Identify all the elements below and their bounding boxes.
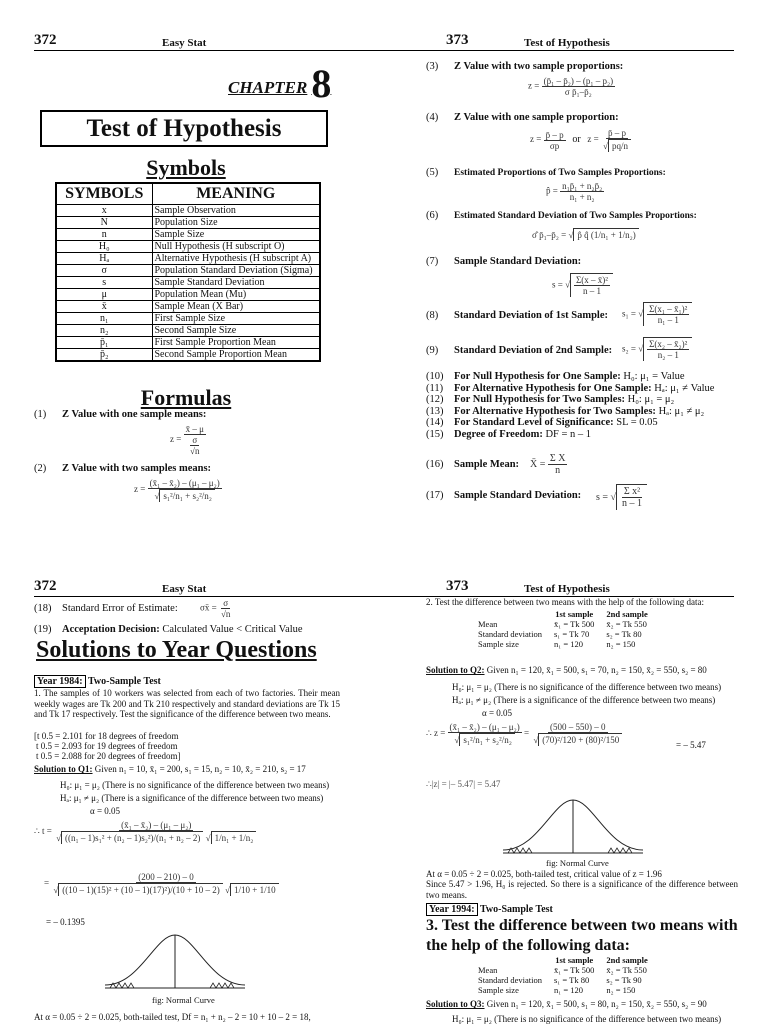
q3-question: 3. Test the difference between two means with the help of the following data:	[426, 917, 738, 954]
meaning-cell: First Sample Proportion Mean	[152, 337, 320, 349]
running-header-2	[34, 579, 734, 597]
meaning-cell: Sample Size	[152, 229, 320, 241]
data-cell: Sample size	[478, 985, 519, 995]
rule-item: (14) For Standard Level of Significance: SL = 0.05	[426, 417, 658, 428]
chapter-word: CHAPTER	[228, 78, 308, 97]
formula-4-expression: z = $\frac{p̄ - p}{\sigma p}$ or z = $\frac{p̄ - p}{√ pq/n}$	[530, 128, 633, 152]
meaning-cell: Second Sample Proportion Mean	[152, 349, 320, 362]
chapter-label	[228, 60, 331, 107]
data-row	[472, 639, 654, 649]
data-cell: Mean	[478, 619, 498, 629]
q3-null-hypothesis: H₀: μ₁ = μ₂ (There is no significance of the difference between two means)	[452, 1014, 722, 1024]
formula-17-expression: s = √ $\frac{\text{Σ x²}}{n - 1}$	[596, 484, 647, 510]
symbol-row	[56, 349, 320, 362]
symbol-cell: p̄₂	[56, 349, 152, 362]
symbol-cell: n₁	[56, 313, 152, 325]
symbols-table	[55, 182, 321, 362]
formula-7-expression: s = √ $\frac{\text{Σ(x – x̄)²}}{n - 1}$	[552, 273, 613, 297]
symbol-row	[56, 277, 320, 289]
rule-item: (13) For Alternative Hypothesis for Two Samples: Hₐ: μ₁ ≠ μ₂	[426, 405, 705, 417]
q1-t-formula: ∴ t = $\frac{\text{(x̄₁ – x̄₂) – (μ₁ – μ₂)}}{\text{√ ((n₁ – 1)s₁² + (n₂ – 1)s₂²)/(n₁ + n₂ – 2) √ 1/n₁ + 1/n₂}}$	[34, 820, 258, 844]
data-cell: x̄₁ = Tk 500	[553, 619, 595, 629]
rule-item: (12) For Null Hypothesis for Two Samples: H₀: μ₁ = μ₂	[426, 394, 675, 405]
q2-alpha: α = 0.05	[482, 708, 513, 718]
q2-result: = – 5.47	[676, 740, 706, 750]
data-cell: x̄₂ = Tk 550	[606, 965, 647, 975]
symbol-cell: x̄	[56, 301, 152, 313]
page-number-left-2: 372	[34, 578, 57, 594]
data-row	[472, 629, 654, 639]
meaning-cell: Alternative Hypothesis (H subscript A)	[152, 253, 320, 265]
formulas-heading: Formulas	[140, 385, 232, 410]
symbol-cell: σ	[56, 265, 152, 277]
chapter-number: 8	[311, 61, 332, 106]
data-cell: s₂ = Tk 80	[606, 629, 642, 639]
q1-result: = – 0.1395	[46, 917, 85, 927]
symbol-cell: n	[56, 229, 152, 241]
symbol-row	[56, 301, 320, 313]
meaning-cell: First Sample Size	[152, 313, 320, 325]
symbol-row	[56, 241, 320, 253]
formula-9-label: (9) Standard Deviation of 2nd Sample:	[426, 345, 613, 356]
symbol-row	[56, 253, 320, 265]
book-title: Easy Stat	[162, 37, 207, 49]
data-cell: Standard deviation	[478, 975, 542, 985]
q1-year-title: Year 1984: Two-Sample Test	[34, 676, 161, 687]
q2-abs-value: ∴|z| = |– 5.47| = 5.47	[426, 779, 501, 789]
symbol-row	[56, 205, 320, 217]
meaning-cell: Sample Standard Deviation	[152, 277, 320, 289]
page-number-right-2: 373	[446, 578, 469, 594]
formula-6-label: (6) Estimated Standard Deviation of Two Samples Proportions:	[426, 210, 697, 221]
running-header	[34, 33, 734, 51]
formula-7-label: (7) Sample Standard Deviation:	[426, 256, 582, 267]
page-number-right: 373	[446, 32, 469, 48]
data-cell: n₂ = 150	[606, 985, 636, 995]
symbol-row	[56, 289, 320, 301]
q3-data-table: 1st sample 2nd sample Mean x̄₁ = Tk 500 x̄₂ = Tk 550 Standard deviation s₁ = Tk 80 s₂ = Tk 90 Sample size n₁ = 120 n₂ = 150	[472, 955, 654, 995]
page-number-left: 372	[34, 32, 57, 48]
chapter-title: Test of Hypothesis	[40, 110, 328, 147]
q1-null-hypothesis: H₀: μ₁ = μ₂ (There is no significance of the difference between two means)	[60, 780, 330, 790]
rule-item: (15) Degree of Freedom: DF = n – 1	[426, 428, 592, 440]
formula-9-expression: s₂ = √ $\frac{\text{Σ(x₂ – x̄₂)²}}{\text{n₂ – 1}}$	[622, 337, 692, 361]
symbol-cell: μ	[56, 289, 152, 301]
data-cell: x̄₁ = Tk 500	[553, 965, 595, 975]
symbols-col-header: SYMBOLS	[56, 183, 152, 205]
formula-17-label: (17) Sample Standard Deviation:	[426, 490, 582, 501]
data-row	[472, 985, 654, 995]
symbol-cell: n₂	[56, 325, 152, 337]
data-cell: Sample size	[478, 639, 519, 649]
q3-given: Solution to Q3: Given n₁ = 120, x̄₁ = 500, s₁ = 80, n₂ = 150, x̄₂ = 550, s₂ = 90	[426, 999, 707, 1009]
data-row	[472, 619, 654, 629]
q1-figure-caption: fig: Normal Curve	[152, 995, 215, 1005]
symbol-cell: p̄₁	[56, 337, 152, 349]
formula-5-expression: p̂ = $\frac{\text{n₁p̄₁ + n₂p̄₂}}{\text{n₁ + n₂}}$	[546, 181, 603, 202]
q2-normal-curve	[498, 795, 648, 860]
q1-t-value-3: t 0.5 = 2.088 for 20 degrees of freedom]	[36, 751, 181, 761]
formula-8-label: (8) Standard Deviation of 1st Sample:	[426, 310, 609, 321]
symbol-cell: Hₐ	[56, 253, 152, 265]
symbol-row	[56, 325, 320, 337]
chapter-header-2: Test of Hypothesis	[524, 583, 610, 595]
q2-given: Solution to Q2: Given n₁ = 120, x̄₁ = 500, s₁ = 70, n₂ = 150, x̄₂ = 550, s₂ = 80	[426, 665, 707, 675]
meaning-cell: Population Size	[152, 217, 320, 229]
meaning-col-header: MEANING	[152, 183, 320, 205]
symbol-cell: H₀	[56, 241, 152, 253]
symbol-cell: s	[56, 277, 152, 289]
formula-1-label: (1) Z Value with one sample means:	[34, 409, 207, 420]
rule-item: (11) For Alternative Hypothesis for One Sample: Hₐ: μ₁ ≠ Value	[426, 382, 715, 394]
meaning-cell: Sample Observation	[152, 205, 320, 217]
formula-2-expression: z = $\frac{\text{(x̄₁ – x̄₂) – (μ₁ – μ₂)}}{\text{√ s₁²/n₁ + s₂²/n₂}}$	[134, 478, 220, 501]
or-word: or	[572, 134, 581, 146]
data-row	[472, 975, 654, 985]
meaning-cell: Sample Mean (X Bar)	[152, 301, 320, 313]
data-cell: Standard deviation	[478, 629, 542, 639]
q1-question: 1. The samples of 10 workers was selected from each of two factories. Their mean weekly wages are Tk 200 and Tk 210 respectively and standard deviations are Tk 15 and Tk 17 respectively. Test the significance of the difference between two means.	[34, 688, 340, 719]
q2-null-hypothesis: H₀: μ₁ = μ₂ (There is no significance of the difference between two means)	[452, 682, 722, 692]
q1-t-value-1: [t 0.5 = 2.101 for 18 degrees of freedom	[34, 731, 179, 741]
symbols-table-body	[56, 205, 320, 362]
data-cell: s₂ = Tk 90	[606, 975, 642, 985]
q3-year-title: Year 1994: Two-Sample Test	[426, 904, 553, 915]
book-title-2: Easy Stat	[162, 583, 207, 595]
formula-18-expression: σx̄ = $\frac{\sigma}{√n}$	[200, 598, 231, 619]
symbols-heading: Symbols	[146, 155, 226, 180]
symbol-row	[56, 217, 320, 229]
q1-alpha: α = 0.05	[90, 806, 121, 816]
data-cell: n₁ = 120	[553, 639, 583, 649]
formula-8-expression: s₁ = √ $\frac{\text{Σ(x₁ – x̄₁)²}}{\text{n₁ – 1}}$	[622, 302, 692, 326]
meaning-cell: Population Mean (Mu)	[152, 289, 320, 301]
symbol-row	[56, 313, 320, 325]
formula-16-expression: X̄ = $\frac{\text{Σ X}}{n}$	[530, 453, 566, 476]
formula-16-label: (16) Sample Mean:	[426, 459, 520, 470]
formula-6-expression: σ̂ p̄₁–p̄₂ = √ p̂ q̂ (1/n₁ + 1/n₂)	[532, 228, 639, 241]
formula-3-label: (3) Z Value with two sample proportions:	[426, 61, 624, 72]
q2-z-formula: ∴ z = $\frac{\text{(x̄₁ – x̄₂) – (μ₁ – μ₂)}}{\text{√ s₁²/n₁ + s₂²/n₂}}$ = $\frac{(500 - 550) - 0}{\text{√ (70)²/120 + (80)²/150}}$	[426, 722, 624, 746]
symbol-cell: N	[56, 217, 152, 229]
formula-2-label: (2) Z Value with two samples means:	[34, 463, 212, 474]
q2-figure-caption: fig: Normal Curve	[546, 858, 609, 868]
formula-3-expression: z = $\frac{\text{(p̄₁ – p̄₂) – (p₁ – p₂)}}{\text{σ p̄₁–p̄₂}}$	[528, 76, 614, 97]
formula-18-label: (18) Standard Error of Estimate:	[34, 603, 178, 614]
formula-19-label: (19) Acceptation Decision: Calculated Value < Critical Value	[34, 624, 303, 635]
symbol-row	[56, 229, 320, 241]
formula-5-label: (5) Estimated Proportions of Two Samples Proportions:	[426, 167, 666, 178]
q2-question: 2. Test the difference between two means with the help of the following data:	[426, 597, 704, 607]
q2-alt-hypothesis: Hₐ: μ₁ ≠ μ₂ (There is a significance of the difference between two means)	[452, 695, 716, 705]
solutions-heading: Solutions to Year Questions	[36, 637, 317, 663]
data-cell: s₁ = Tk 70	[553, 629, 590, 639]
formula-4-label: (4) Z Value with one sample proportion:	[426, 112, 619, 123]
symbol-row	[56, 337, 320, 349]
q1-conclusion: At α = 0.05 ÷ 2 = 0.025, both-tailed test, Df = n₁ + n₂ – 2 = 10 + 10 – 2 = 18,	[34, 1012, 311, 1022]
meaning-cell: Null Hypothesis (H subscript O)	[152, 241, 320, 253]
chapter-header: Test of Hypothesis	[524, 37, 610, 49]
q1-t-value-2: t 0.5 = 2.093 for 19 degrees of freedom	[36, 741, 178, 751]
meaning-cell: Second Sample Size	[152, 325, 320, 337]
meaning-cell: Population Standard Deviation (Sigma)	[152, 265, 320, 277]
data-cell: n₂ = 150	[606, 639, 636, 649]
q1-t-substitution: = $\frac{(200 - 210) - 0}{\text{√ ((10 – 1)(15)² + (10 – 1)(17)²)/(10 + 10 – 2) √ 1/10 + 1/10}}$	[44, 872, 281, 896]
q1-normal-curve	[100, 930, 250, 995]
q1-given: Solution to Q1: Given n₁ = 10, x̄₁ = 200, s₁ = 15, n₂ = 10, x̄₂ = 210, s₂ = 17	[34, 764, 306, 774]
q2-conclusion: Since 5.47 > 1.96, H₀ is rejected. So there is a significance of the difference between two means.	[426, 879, 738, 900]
data-cell: n₁ = 120	[553, 985, 583, 995]
data-cell: s₁ = Tk 80	[553, 975, 590, 985]
formula-1-expression: z = $\frac{x̄ - \mu}{\frac{\sigma}{√n}}$	[170, 424, 204, 456]
q2-critical-value: At α = 0.05 ÷ 2 = 0.025, both-tailed test, critical value of z = 1.96	[426, 869, 662, 879]
symbol-cell: x	[56, 205, 152, 217]
data-cell: Mean	[478, 965, 498, 975]
data-cell: x̄₂ = Tk 550	[606, 619, 647, 629]
q2-data-table: 1st sample 2nd sample Mean x̄₁ = Tk 500 x̄₂ = Tk 550 Standard deviation s₁ = Tk 70 s₂ = Tk 80 Sample size n₁ = 120 n₂ = 150	[472, 609, 654, 649]
data-row	[472, 965, 654, 975]
q1-alt-hypothesis: Hₐ: μ₁ ≠ μ₂ (There is a significance of the difference between two means)	[60, 793, 324, 803]
rule-item: (10) For Null Hypothesis for One Sample: H₀: μ₁ = Value	[426, 371, 685, 382]
symbol-row	[56, 265, 320, 277]
